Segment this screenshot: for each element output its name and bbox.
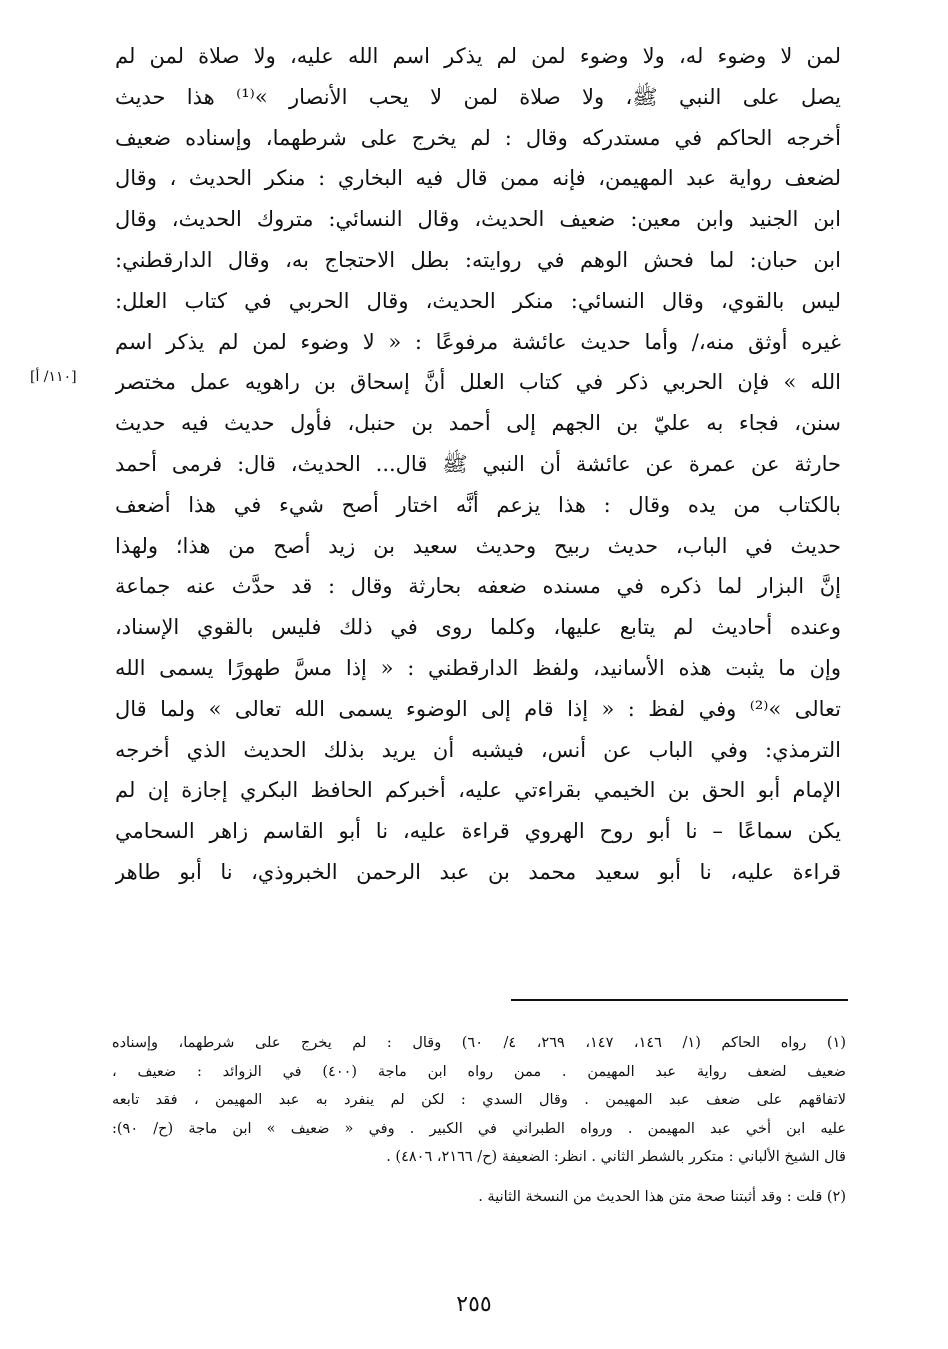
- text-line: الله » فإن الحربي ذكر في كتاب العلل أنَّ إسحاق بن راهويه عمل مختصر: [115, 370, 841, 395]
- text-line: قراءة عليه، نا أبو سعيد محمد بن عبد الرحمن الخبروذي، نا أبو طاهر: [115, 859, 841, 884]
- text-line: أخرجه الحاكم في مستدركه وقال : لم يخرج على شرطهما، وإسناده ضعيف: [115, 125, 841, 150]
- text-line: سنن، فجاء به عليّ بن الجهم إلى أحمد بن حنبل، فأول حديث فيه حديث: [115, 411, 841, 436]
- footnote-spacer: [112, 1172, 846, 1183]
- footnote-line: ضعيف لضعف رواية عبد المهيمن . ممن رواه ابن ماجة (٤٠٠) في الزوائد : ضعيف ،: [112, 1063, 846, 1080]
- footnote-line: (١) رواه الحاكم (١/ ١٤٦، ١٤٧، ٢٦٩، ٤/ ٦٠) وقال : لم يخرج على شرطهما، وإسناده: [112, 1035, 846, 1051]
- text-line: تعالى »⁽²⁾ وفي لفظ : « إذا قام إلى الوضوء يسمى الله تعالى » ولما قال: [115, 696, 841, 721]
- text-line: لضعف رواية عبد المهيمن، فإنه ممن قال فيه البخاري : منكر الحديث ، وقال: [115, 166, 841, 191]
- text-line: حارثة عن عمرة عن عائشة أن النبي ﷺ قال... الحديث، قال: فرمى أحمد: [115, 451, 841, 476]
- text-line: يكن سماعًا – نا أبو روح الهروي قراءة عليه، نا أبو القاسم زاهر السحامي: [115, 819, 841, 844]
- footnote-line: عليه ابن أخي عبد المهيمن . ورواه الطبراني في الكبير . وفي « ضعيف » ابن ماجة (ح/ ٩٠):: [112, 1120, 846, 1137]
- footnotes-block: [112, 1029, 846, 1212]
- text-line: حديث في الباب، حديث ربيح وحديث سعيد بن زيد أصح من هذا؛ ولهذا: [115, 533, 841, 558]
- page-number: ٢٥٥: [456, 1292, 492, 1317]
- text-line: إنَّ البزار لما ذكره في مسنده ضعفه بحارثة وقال : قد حدَّث عنه جماعة: [115, 574, 841, 599]
- text-line: غيره أوثق منه،/ وأما حديث عائشة مرفوعًا : « لا وضوء لمن لم يذكر اسم: [115, 329, 841, 354]
- footnote-line: لاتفاقهم على ضعف عبد المهيمن . وقال السدي : لكن لم ينفرد به عبد المهيمن ، فقد تابعه: [112, 1092, 846, 1109]
- manuscript-folio-marker: [١١٠/ أ]: [30, 369, 77, 385]
- text-line: بالكتاب من يده وقال : هذا يزعم أنَّه اختار أصح شيء في هذا أضعف: [115, 492, 841, 517]
- text-line: يصل على النبي ﷺ، ولا صلاة لمن لا يحب الأنصار »⁽¹⁾ هذا حديث: [115, 84, 841, 109]
- text-line: الترمذي: وفي الباب عن أنس، فيشبه أن يريد بذلك الحديث الذي أخرجه: [115, 737, 841, 762]
- text-line: ليس بالقوي، وقال النسائي: منكر الحديث، وقال الحربي في كتاب العلل:: [115, 288, 841, 313]
- footnote-2: (٢) قلت : وقد أثبتنا صحة متن هذا الحديث من النسخة الثانية .: [478, 1188, 846, 1205]
- text-line: لمن لا وضوء له، ولا وضوء لمن لم يذكر اسم الله عليه، ولا صلاة لمن لم: [115, 44, 841, 68]
- main-text-block: [115, 36, 841, 893]
- footnote-separator: [511, 999, 848, 1001]
- text-line: ابن الجنيد وابن معين: ضعيف الحديث، وقال النسائي: متروك الحديث، وقال: [115, 207, 841, 232]
- text-line: وإن ما يثبت هذه الأسانيد، ولفظ الدارقطني : « إذا مسَّ طهورًا يسمى الله: [115, 655, 841, 680]
- text-line: ابن حبان: لما فحش الوهم في روايته: بطل الاحتجاج به، وقال الدارقطني:: [115, 247, 841, 272]
- footnote-line: قال الشيخ الألباني : متكرر بالشطر الثاني . انظر: الضعيفة (ح/ ٢١٦٦، ٤٨٠٦) .: [386, 1149, 846, 1166]
- text-line: الإمام أبو الحق بن الخيمي بقراءتي عليه، أخبركم الحافظ البكري إجازة إن لم: [115, 778, 841, 803]
- text-line: وعنده أحاديث لم يتابع عليها، وكلما روى في ذلك فليس بالقوي الإسناد،: [115, 615, 841, 640]
